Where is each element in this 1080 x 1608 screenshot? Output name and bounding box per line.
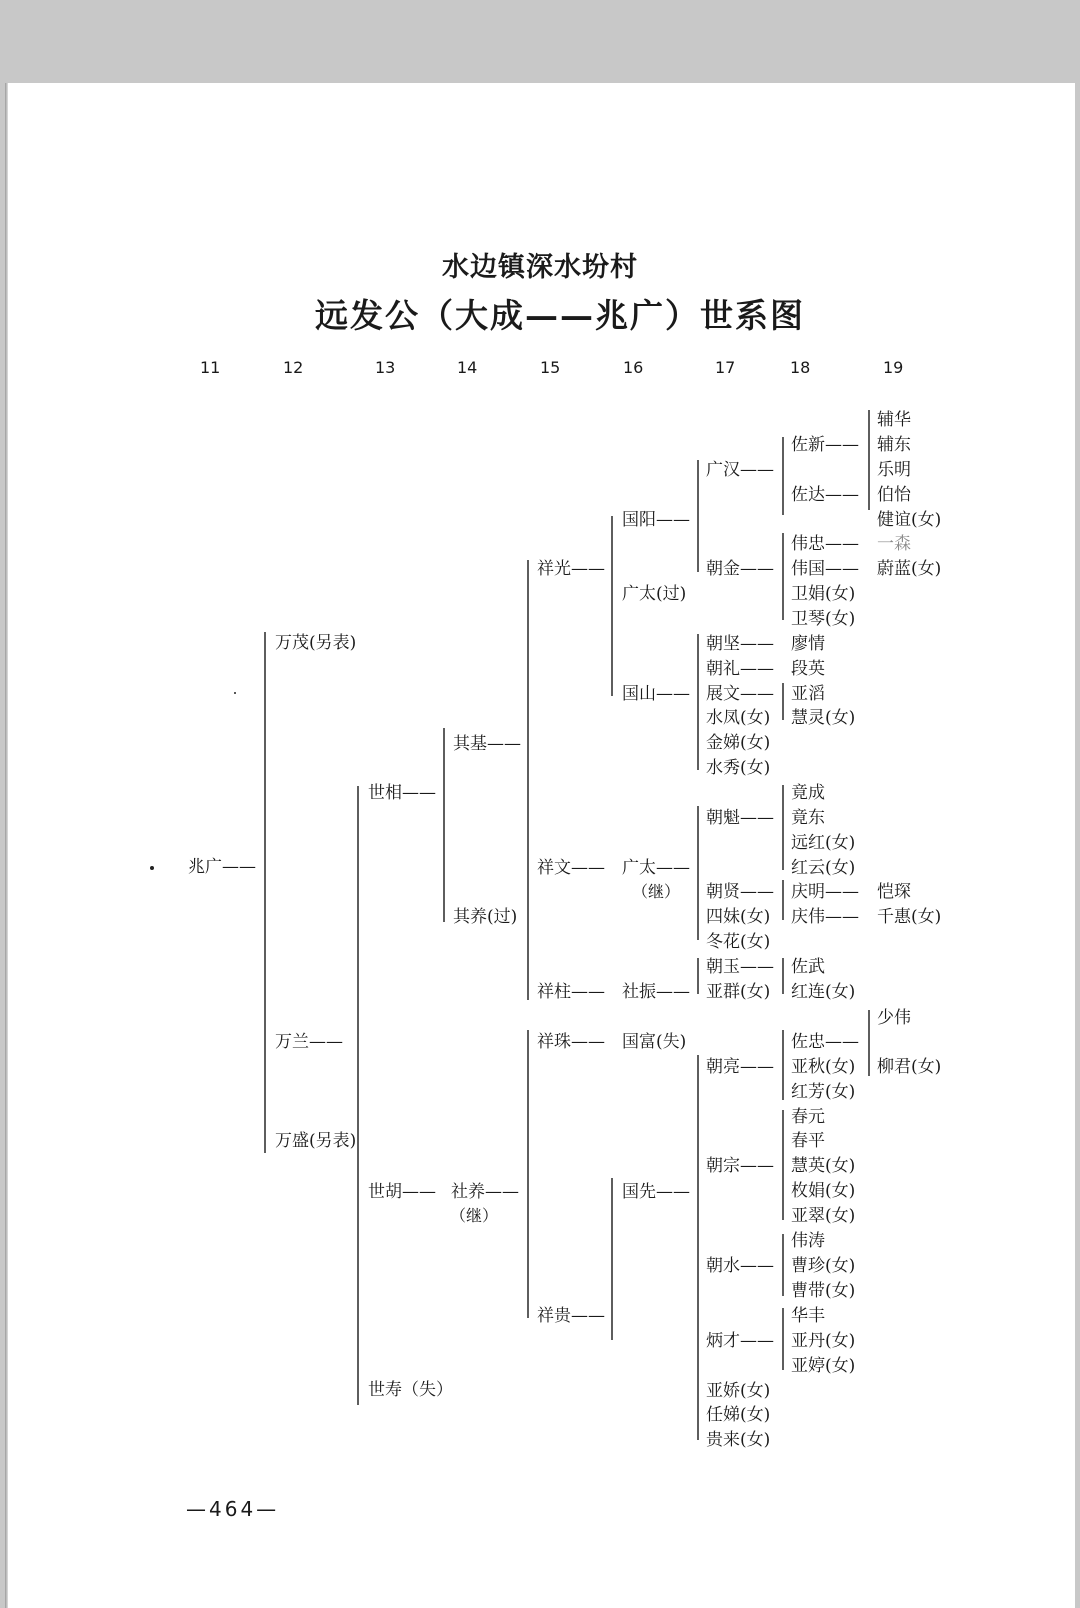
node-simei: 四妹(女)	[706, 907, 771, 927]
page-number: —464—	[186, 1497, 280, 1521]
node-liaoqing: 廖情	[791, 634, 825, 654]
chart-title-lineage: 远发公（大成——兆广）世系图	[315, 296, 805, 335]
generation-16: 16	[623, 358, 644, 377]
node-shihu: 世胡——	[368, 1182, 436, 1202]
node-chaoxian: 朝贤——	[706, 882, 774, 902]
generation-19: 19	[883, 358, 904, 377]
node-shuifeng: 水凤(女)	[706, 708, 771, 728]
node-guanghan: 广汉——	[706, 460, 774, 480]
node-guangtai-guo: 广太(过)	[622, 584, 687, 604]
node-chaokui: 朝魁——	[706, 808, 774, 828]
node-chaojian: 朝坚——	[706, 634, 774, 654]
node-donghua: 冬花(女)	[706, 932, 771, 952]
node-qingming: 庆明——	[791, 882, 859, 902]
node-weijuan: 卫娟(女)	[791, 584, 856, 604]
node-shixiang: 世相——	[368, 783, 436, 803]
generation-15: 15	[540, 358, 561, 377]
node-chaozong: 朝宗——	[706, 1156, 774, 1176]
generation-17: 17	[715, 358, 736, 377]
node-weizhong: 伟忠——	[791, 534, 859, 554]
node-shishou: 世寿（失）	[368, 1380, 453, 1400]
node-bingcai: 炳才——	[706, 1331, 774, 1351]
node-shuixiu: 水秀(女)	[706, 758, 771, 778]
node-guoyang: 国阳——	[622, 510, 690, 530]
node-jingcheng: 竟成	[791, 783, 825, 803]
node-zuoda: 佐达——	[791, 485, 859, 505]
node-xianggui: 祥贵——	[537, 1306, 605, 1326]
node-guilai: 贵来(女)	[706, 1430, 771, 1450]
generation-13: 13	[375, 358, 396, 377]
node-xiangzhu: 祥珠——	[537, 1032, 605, 1052]
node-yaqiu: 亚秋(女)	[791, 1057, 856, 1077]
node-wansheng: 万盛(另表)	[275, 1131, 357, 1151]
node-guangtai-note: （继）	[632, 882, 681, 901]
node-xiangwen: 祥文——	[537, 858, 605, 878]
node-caozhen: 曹珍(女)	[791, 1256, 856, 1276]
node-yatao: 亚滔	[791, 684, 825, 704]
node-chunping: 春平	[791, 1131, 825, 1151]
node-zuozhong: 佐忠——	[791, 1032, 859, 1052]
generation-18: 18	[790, 358, 811, 377]
chart-title-village: 水边镇深水坋村	[442, 252, 638, 283]
node-yaqun: 亚群(女)	[706, 982, 771, 1002]
node-guoshan: 国山——	[622, 684, 690, 704]
node-yacui: 亚翠(女)	[791, 1206, 856, 1226]
node-weitao: 伟涛	[791, 1231, 825, 1251]
node-chaoli: 朝礼——	[706, 659, 774, 679]
node-chaoyu: 朝玉——	[706, 957, 774, 977]
node-qiyang: 其养(过)	[453, 907, 518, 927]
node-kaishen: 恺琛	[877, 882, 911, 902]
node-sheyang: 社养——	[451, 1182, 519, 1202]
node-chaoshui: 朝水——	[706, 1256, 774, 1276]
node-yadan: 亚丹(女)	[791, 1331, 856, 1351]
node-xiangzhu-pillar: 祥柱——	[537, 982, 605, 1002]
node-guofu: 国富(失)	[622, 1032, 687, 1052]
node-shaowei: 少伟	[877, 1008, 911, 1028]
node-boyi: 伯怡	[877, 485, 911, 505]
node-weiqin: 卫琴(女)	[791, 609, 856, 629]
node-huiying: 慧英(女)	[791, 1156, 856, 1176]
node-guoxian: 国先——	[622, 1182, 690, 1202]
generation-12: 12	[283, 358, 304, 377]
node-guangtai: 广太——	[622, 858, 690, 878]
node-weiguo: 伟国——	[791, 559, 859, 579]
node-fudong: 辅东	[877, 435, 911, 455]
node-huafeng: 华丰	[791, 1306, 825, 1326]
generation-14: 14	[457, 358, 478, 377]
node-yuanhong: 远红(女)	[791, 833, 856, 853]
node-fuhua: 辅华	[877, 410, 911, 430]
node-qianhui: 千惠(女)	[877, 907, 942, 927]
scan-speck	[234, 692, 236, 694]
node-chaoliang: 朝亮——	[706, 1057, 774, 1077]
node-caodai: 曹带(女)	[791, 1281, 856, 1301]
generation-11: 11	[200, 358, 221, 377]
node-renti: 任娣(女)	[706, 1405, 771, 1425]
node-meijuan: 枚娟(女)	[791, 1181, 856, 1201]
node-zuowu: 佐武	[791, 957, 825, 977]
node-zuoxin: 佐新——	[791, 435, 859, 455]
node-weilan: 蔚蓝(女)	[877, 559, 942, 579]
node-liujun: 柳君(女)	[877, 1057, 942, 1077]
node-yajiao: 亚娇(女)	[706, 1381, 771, 1401]
node-zhaoguang: 兆广——	[188, 857, 256, 877]
node-chaojin: 朝金——	[706, 559, 774, 579]
node-chunyuan: 春元	[791, 1107, 825, 1127]
node-leming: 乐明	[877, 460, 911, 480]
node-jinti: 金娣(女)	[706, 733, 771, 753]
node-honglian: 红连(女)	[791, 982, 856, 1002]
node-hongfang: 红芳(女)	[791, 1082, 856, 1102]
node-zhanwen: 展文——	[706, 684, 774, 704]
node-shezhen: 社振——	[622, 982, 690, 1002]
node-xiangguang: 祥光——	[537, 559, 605, 579]
node-sheyang-note: （继）	[450, 1206, 499, 1225]
node-huiling: 慧灵(女)	[791, 708, 856, 728]
node-jianyi: 健谊(女)	[877, 510, 942, 530]
node-yating: 亚婷(女)	[791, 1356, 856, 1376]
node-jingdong: 竟东	[791, 808, 825, 828]
node-qingwei: 庆伟——	[791, 907, 859, 927]
node-yisen: 一森	[877, 534, 911, 554]
node-hongyun: 红云(女)	[791, 858, 856, 878]
node-qiji: 其基——	[453, 734, 521, 754]
node-duanying: 段英	[791, 659, 825, 679]
scan-speck	[150, 866, 154, 870]
node-wanlan: 万兰——	[275, 1032, 343, 1052]
node-wanmao: 万茂(另表)	[275, 633, 357, 653]
